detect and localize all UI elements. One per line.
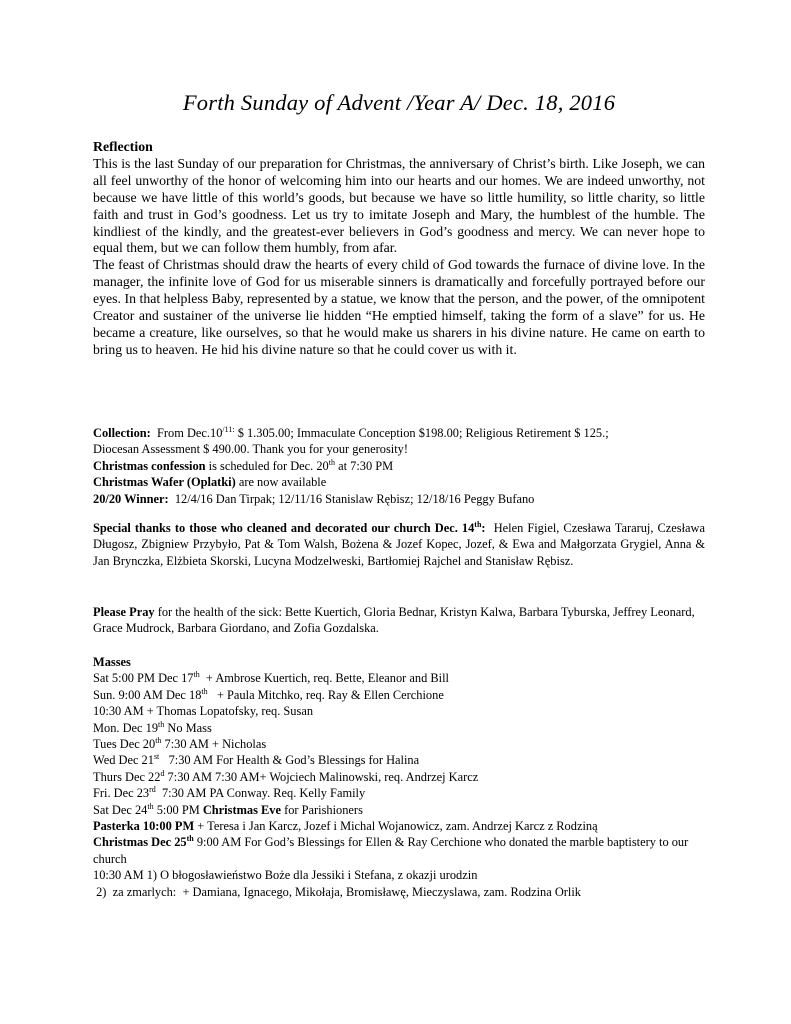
reflection-paragraph-2: The feast of Christmas should draw the hearts of every child of God towards the furnace of divine love. In the manager, the infinite love of God for us miserable sinners is dramatically and forcefully portrayed before our eyes. In that helpless Baby, represented by a statue, we know that the person, and the power, of the omnipotent Creator and sustainer of the universe lie hidden “He emptied himself, taking the form of a slave” for us. He became a creature, like ourselves, so that he would make us sharers in his divine nature. He came on earth to bring us to heaven. He hid his divine nature so that he could cover us with it. xyxy=(93,257,705,357)
prayer-section: Please Pray for the health of the sick: Bette Kuertich, Gloria Bednar, Kristyn Kalwa, Barbara Tyburska, Jeffrey Leonard, Grace Mudrock, Barbara Giordano, and Zofia Gozdalska. xyxy=(93,605,695,636)
mass-line: Wed Dec 21st 7:30 AM For Health & God’s Blessings for Halina xyxy=(93,752,420,768)
thanks-section xyxy=(93,520,705,569)
collection-line-2: Diocesan Assessment $ 490.00. Thank you for your generosity! xyxy=(93,442,408,457)
reflection-heading: Reflection xyxy=(93,139,153,154)
confession-line: Christmas confession is scheduled for Dec. 20th at 7:30 PM xyxy=(93,457,394,473)
masses-heading: Masses xyxy=(93,655,131,669)
winner-line: 20/20 Winner: 12/4/16 Dan Tirpak; 12/11/16 Stanislaw Rębisz; 12/18/16 Peggy Bufano xyxy=(93,491,535,506)
mass-line: 10:30 AM 1) O błogosławieństwo Boże dla Jessiki i Stefana, z okazji urodzin xyxy=(93,868,478,883)
mass-line: Christmas Dec 25th 9:00 AM For God’s Blessings for Ellen & Ray Cerchione who donated the marble baptistery to our church xyxy=(93,834,689,866)
mass-line: Tues Dec 20th 7:30 AM + Nicholas xyxy=(93,736,267,752)
reflection-section xyxy=(93,139,705,359)
mass-line: Fri. Dec 23rd 7:30 AM PA Conway. Req. Kelly Family xyxy=(93,785,366,801)
mass-line: Thurs Dec 22$^d$ 7:30 AM 7:30 AM+ Wojciech Malinowski, req. Andrzej Karcz xyxy=(93,768,479,784)
mass-line: 10:30 AM + Thomas Lopatofsky, req. Susan xyxy=(93,704,314,719)
announcements-section xyxy=(93,425,705,507)
mass-line: Sun. 9:00 AM Dec 18th + Paula Mitchko, req. Ray & Ellen Cerchione xyxy=(93,686,444,702)
reflection-paragraph-1: This is the last Sunday of our preparation for Christmas, the anniversary of Christ’s birth. Like Joseph, we can all feel unworthy of the honor of welcoming him into our hearts and our homes. We are indeed unworthy, not because we have little of this world’s goods, but because we have so little humility, so little charity, so little faith and trust in God’s goodness. Let us try to imitate Joseph and Mary, the humblest of the humble. The kindliest of the kindly, and the greatest-ever believers in God’s goodness and mercy. We can never hope to equal them, but we can follow them humbly, from afar. xyxy=(93,155,705,256)
thanks-label: Special thanks to those who cleaned and decorated our church Dec. 14th: xyxy=(93,520,486,535)
collection-line: Collection: From $Dec.10^{/11:}$ $ 1.305.00; Immaculate Conception $198.00; Religious Retirement $ 125.; xyxy=(93,425,609,440)
mass-line: Sat Dec 24th 5:00 PM Christmas Eve for Parishioners xyxy=(93,801,363,817)
mass-line: Pasterka 10:00 PM + Teresa i Jan Karcz, Jozef i Michal Wojanowicz, zam. Andrzej Karcz z Rodziną xyxy=(93,819,598,834)
page-title: Forth Sunday of Advent /Year A/ Dec. 18, 2016 xyxy=(182,90,616,115)
wafer-line: Christmas Wafer (Oplatki) are now available xyxy=(93,475,327,490)
thanks-text: Helen Figiel, Czesława Tararuj, Czesława Długosz, Zbigniew Przybyło, Pat & Tom Walsh, Bożena & Jozef Kopec, Jozef, & Ewa and Małgorzata Grygiel, Anna & Jan Brynczka, Elżbieta Skorski, Lucyna Modzelweski, Bartłomiej Rajchel and Stanisław Rębisz. xyxy=(93,521,705,568)
masses-section xyxy=(93,654,705,900)
mass-line: Sat 5:00 PM Dec 17th + Ambrose Kuertich, req. Bette, Eleanor and Bill xyxy=(93,670,449,686)
mass-line: 2) za zmarlych: + Damiana, Ignacego, Mikołaja, Bromisławę, Mieczyslawa, zam. Rodzina Orlik xyxy=(93,884,581,899)
mass-line: Mon. Dec 19th No Mass xyxy=(93,719,212,735)
